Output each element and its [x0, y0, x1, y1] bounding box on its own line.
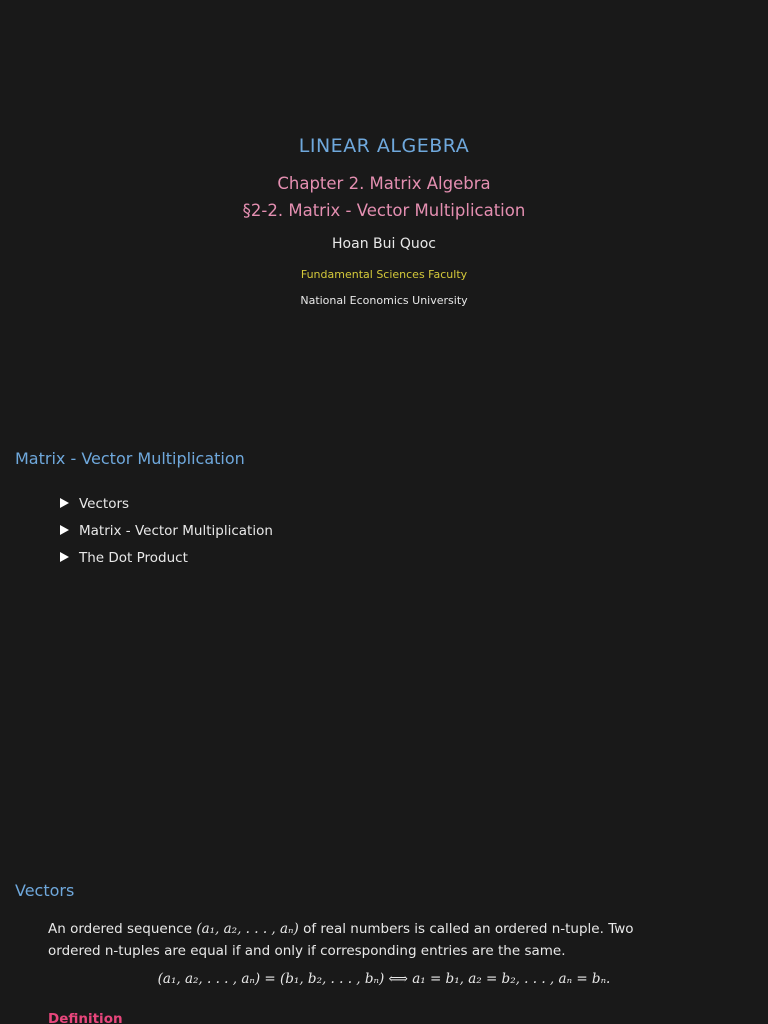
main-title: LINEAR ALGEBRA	[298, 135, 470, 157]
triangle-bullet-icon	[60, 498, 69, 508]
equality-equation: (a₁, a₂, . . . , aₙ) = (b₁, b₂, . . . , bₙ) ⟺ a₁ = b₁, a₂ = b₂, . . . , aₙ = bₙ.	[157, 971, 611, 987]
vectors-paragraph	[48, 918, 688, 962]
outline-list	[60, 490, 273, 571]
triangle-bullet-icon	[60, 525, 69, 535]
triangle-bullet-icon	[60, 552, 69, 562]
author-name: Hoan Bui Quoc	[332, 236, 436, 252]
section-title: §2-2. Matrix - Vector Multiplication	[242, 201, 526, 220]
outline-item-vectors	[60, 490, 273, 517]
outline-frame-title: Matrix - Vector Multiplication	[15, 449, 245, 468]
definition-label: Definition	[48, 1011, 123, 1024]
outline-item-label: Matrix - Vector Multiplication	[79, 522, 273, 539]
outline-item-dot-product	[60, 544, 273, 571]
university-name: National Economics University	[300, 294, 468, 307]
chapter-title: Chapter 2. Matrix Algebra	[277, 174, 491, 193]
vectors-frame-title: Vectors	[15, 881, 75, 900]
outline-item-matrix-vector	[60, 517, 273, 544]
paragraph-text-end: of real numbers is called an ordered n-tuple. Two ordered n-tuples are equal if and only if corresponding entries are the same.	[48, 921, 634, 959]
outline-item-label: Vectors	[79, 495, 130, 512]
tuple-math: (a₁, a₂, . . . , aₙ)	[196, 921, 299, 937]
faculty-name: Fundamental Sciences Faculty	[300, 268, 468, 281]
outline-item-label: The Dot Product	[79, 549, 188, 566]
paragraph-text-start: An ordered sequence	[48, 921, 193, 937]
title-slide	[0, 0, 768, 420]
